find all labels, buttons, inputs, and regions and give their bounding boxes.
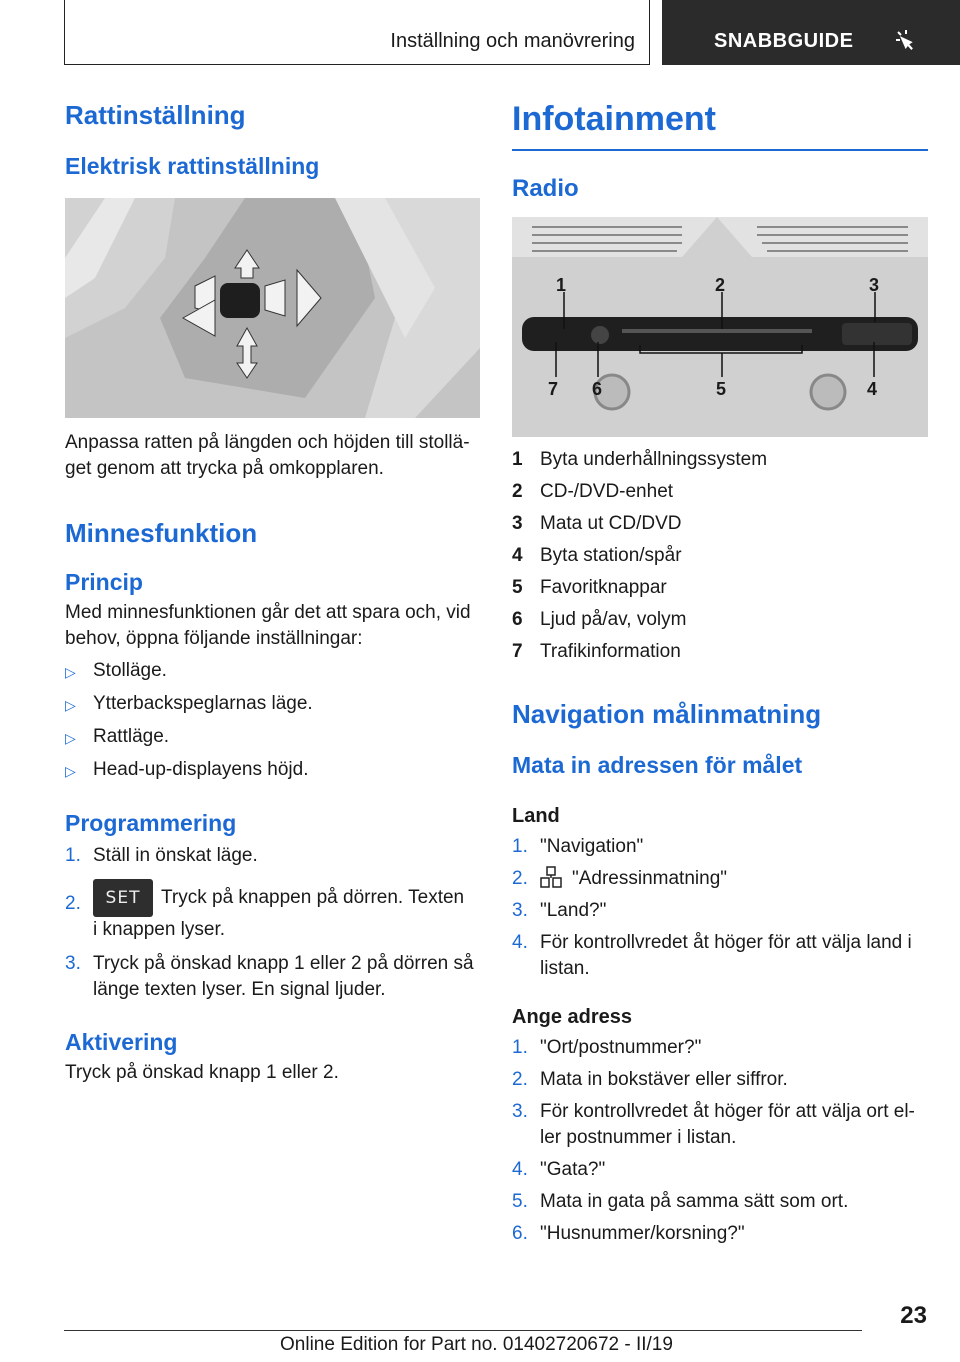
- legend-item: 1 Byta underhållningssystem: [512, 449, 768, 470]
- aktivering-paragraph: Tryck på önskad knapp 1 eller 2.: [65, 1062, 339, 1083]
- radio-legend: [512, 447, 928, 665]
- step-item: 2. SET Tryck på knappen på dörren. Texten i knappen lyser.: [65, 879, 480, 943]
- heading-infotainment: Infotainment: [512, 100, 716, 138]
- heading-mata-in-adressen: Mata in adressen för målet: [512, 752, 803, 778]
- heading-aktivering: Aktivering: [65, 1029, 178, 1055]
- adress-steps: [512, 1035, 928, 1247]
- radio-label-4: 4: [867, 379, 878, 399]
- header-section-title: Inställning och manövrering: [390, 30, 635, 52]
- anpassa-paragraph: [65, 430, 480, 482]
- legend-item: 6 Ljud på/av, volym: [512, 609, 687, 630]
- page-number: 23: [900, 1302, 927, 1329]
- triangle-bullet-icon: ▷: [65, 730, 76, 746]
- quickguide-pointer-icon: [894, 28, 920, 54]
- list-item: ▷ Head-up-displayens höjd.: [65, 757, 480, 784]
- step-item: 3. "Land?": [512, 900, 607, 921]
- princip-line-2: behov, öppna följande inställningar:: [65, 628, 363, 649]
- legend-item: 5 Favoritknappar: [512, 577, 667, 598]
- heading-radio: Radio: [512, 175, 579, 202]
- step-item: 5. Mata in gata på samma sätt som ort.: [512, 1191, 849, 1212]
- triangle-bullet-icon: ▷: [65, 664, 76, 680]
- princip-line-1: Med minnesfunktionen går det att spara och, vid: [65, 602, 471, 623]
- left-column: [65, 100, 480, 1086]
- radio-label-6: 6: [592, 379, 603, 399]
- radio-label-1: 1: [556, 275, 567, 295]
- heading-navigation: Navigation målinmatning: [512, 699, 822, 729]
- steering-adjust-drawing: [65, 198, 480, 418]
- step-item: 1. "Navigation": [512, 836, 644, 857]
- radio-panel-illustration: [512, 217, 928, 437]
- header-quickguide-label: SNABBGUIDE: [714, 30, 854, 52]
- heading-ange-adress: Ange adress: [512, 1006, 633, 1028]
- triangle-bullet-icon: ▷: [65, 697, 76, 713]
- steering-adjust-illustration: [65, 198, 480, 418]
- triangle-bullet-icon: ▷: [65, 763, 76, 779]
- radio-panel-drawing: [512, 217, 928, 437]
- step-item: 4. "Gata?": [512, 1159, 606, 1180]
- heading-minnesfunktion: Minnesfunktion: [65, 518, 258, 548]
- step-item: 3. För kontrollvredet åt höger för att välja ort el- ler postnummer i listan.: [512, 1101, 915, 1148]
- infotainment-divider: [512, 149, 928, 151]
- anpassa-line-1: Anpassa ratten på längden och höjden till stollä-: [65, 432, 470, 453]
- step-item: 1. Ställ in önskat läge.: [65, 845, 258, 866]
- right-column: [512, 100, 928, 1247]
- step-item: 2. Mata in bokstäver eller siffror.: [512, 1069, 788, 1090]
- radio-label-5: 5: [716, 379, 727, 399]
- heading-rattinstallning: Rattinställning: [65, 100, 246, 130]
- step-item: 2. "Adressinmatning": [512, 868, 728, 889]
- princip-paragraph: [65, 600, 480, 652]
- radio-label-3: 3: [869, 275, 880, 295]
- legend-item: 3 Mata ut CD/DVD: [512, 513, 682, 534]
- land-steps: [512, 834, 928, 982]
- anpassa-line-2: get genom att trycka på omkopplaren.: [65, 458, 384, 479]
- heading-programmering: Programmering: [65, 810, 237, 836]
- memory-settings-list: [65, 658, 480, 784]
- header-section-box: [64, 0, 650, 65]
- heading-princip: Princip: [65, 569, 143, 595]
- step-item: 1. "Ort/postnummer?": [512, 1037, 702, 1058]
- step-item: 4. För kontrollvredet åt höger för att välja land i listan.: [512, 932, 912, 979]
- step-item: 3. Tryck på önskad knapp 1 eller 2 på dörren så länge texten lyser. En signal ljuder.: [65, 953, 474, 1000]
- list-item: ▷ Ytterbackspeglarnas läge.: [65, 691, 480, 718]
- legend-item: 4 Byta station/spår: [512, 545, 682, 566]
- step-item: 6. "Husnummer/korsning?": [512, 1223, 745, 1244]
- radio-label-2: 2: [715, 275, 726, 295]
- radio-label-7: 7: [548, 379, 559, 399]
- set-button-icon: SET: [93, 879, 153, 917]
- heading-land: Land: [512, 805, 560, 827]
- header-quickguide-box: [662, 0, 960, 65]
- list-item: ▷ Stolläge.: [65, 658, 480, 685]
- programmering-steps: [65, 843, 480, 1003]
- legend-item: 7 Trafikinformation: [512, 641, 681, 662]
- heading-elektrisk-rattinstallning: Elektrisk rattinställning: [65, 153, 320, 179]
- list-item: ▷ Rattläge.: [65, 724, 480, 751]
- footer-edition: Online Edition for Part no. 01402720672 - II/19: [280, 1334, 673, 1355]
- footer-divider: [64, 1330, 862, 1331]
- legend-item: 2 CD-/DVD-enhet: [512, 481, 674, 502]
- address-input-icon: [540, 866, 562, 890]
